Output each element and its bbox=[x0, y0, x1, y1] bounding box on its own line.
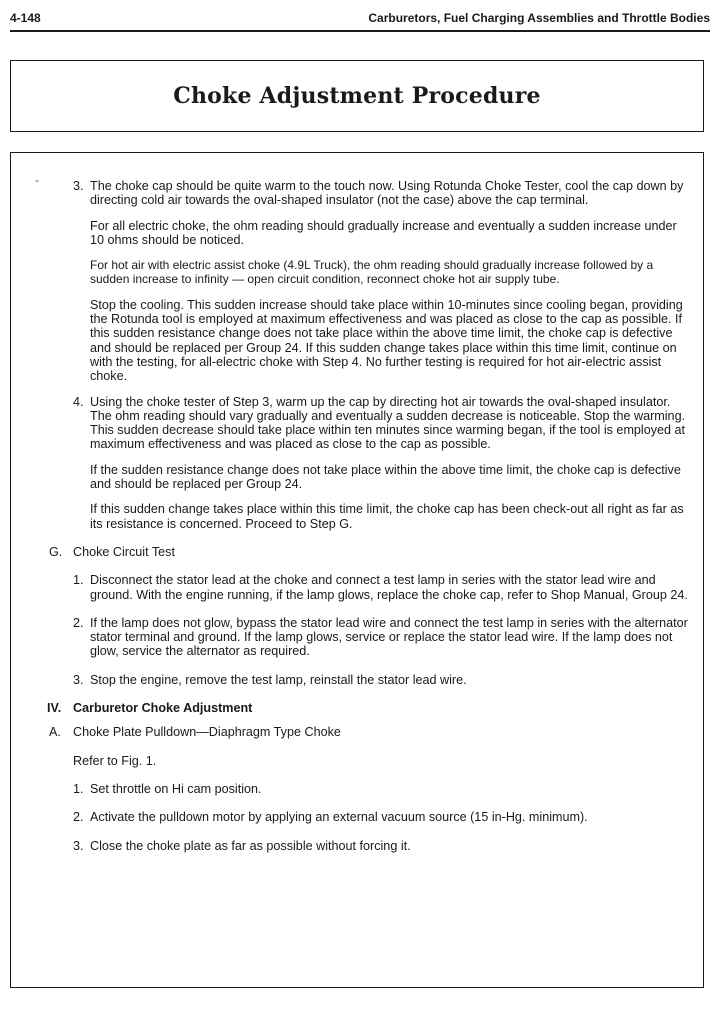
paragraph: Stop the engine, remove the test lamp, reinstall the stator lead wire. bbox=[90, 672, 467, 687]
refer-text: Refer to Fig. 1. bbox=[73, 753, 157, 768]
step-number: 1. bbox=[73, 573, 84, 588]
step-number: 2. bbox=[73, 810, 84, 825]
section-a-heading bbox=[49, 725, 689, 739]
step-3 bbox=[49, 179, 689, 384]
paragraph: Activate the pulldown motor by applying an external vacuum source (15 in-Hg. minimum). bbox=[90, 810, 588, 825]
refer-note bbox=[49, 754, 689, 768]
section-heading: Carburetor Choke Adjustment bbox=[73, 701, 253, 716]
section-title: Carburetors, Fuel Charging Assemblies and Throttle Bodies bbox=[368, 11, 710, 25]
paragraph: Set throttle on Hi cam position. bbox=[90, 781, 262, 796]
step-number: 4. bbox=[73, 394, 84, 409]
paragraph: Using the choke tester of Step 3, warm up the cap by directing hot air towards the oval-shaped insulator. The ohm reading should vary gradually and eventually a sudden decrease is noticeable. Stop the warming. This sudden decrease should take place within ten minutes since warming began, if the tool is employed at maximum effectiveness and was placed as close to the cap as possible. bbox=[90, 394, 686, 452]
paragraph: If this sudden change takes place within this time limit, the choke cap has been check-out all right as far as its resistance is concerned. Proceed to Step G. bbox=[90, 502, 684, 531]
list-item bbox=[49, 616, 689, 659]
page-number: 4-148 bbox=[10, 11, 41, 25]
paragraph: Stop the cooling. This sudden increase should take place within 10-minutes since cooling began, providing the Rotunda tool is employed at maximum effectiveness and was placed as close to the cap as possible. If this sudden resistance change does not take place within the above time limit, the choke cap is defective and should be replaced per Group 24. If this sudden change takes place within this time limit, continue on with the testing, for all-electric choke with Step 4. No further testing is required for hot air-electric assist choke. bbox=[90, 297, 683, 384]
section-heading: Choke Circuit Test bbox=[73, 544, 175, 559]
title-box bbox=[10, 60, 704, 132]
paragraph: For hot air with electric assist choke (4.9L Truck), the ohm reading should gradually increase followed by a sudden increase to infinity — open circuit condition, reconnect choke hot air supply tube. bbox=[90, 258, 654, 287]
section-label: IV. bbox=[47, 701, 62, 716]
step-number: 2. bbox=[73, 615, 84, 630]
stray-mark: - bbox=[35, 173, 39, 187]
paragraph: Disconnect the stator lead at the choke and connect a test lamp in series with the stator lead wire and ground. With the engine running, if the lamp glows, replace the choke cap, refer to Shop Manual, Group 24. bbox=[90, 573, 688, 602]
list-item bbox=[49, 810, 689, 824]
list-item bbox=[49, 782, 689, 796]
paragraph: Close the choke plate as far as possible without forcing it. bbox=[90, 838, 411, 853]
section-heading: Choke Plate Pulldown—Diaphragm Type Choke bbox=[73, 725, 341, 740]
section-label: A. bbox=[49, 725, 61, 740]
step-number: 1. bbox=[73, 781, 84, 796]
step-number: 3. bbox=[73, 179, 84, 193]
section-iv-heading bbox=[49, 701, 689, 715]
content-box bbox=[10, 152, 704, 988]
step-number: 3. bbox=[73, 838, 84, 853]
section-g-heading bbox=[49, 545, 689, 559]
page-title: Choke Adjustment Procedure bbox=[173, 83, 541, 109]
list-item bbox=[49, 573, 689, 602]
paragraph: If the lamp does not glow, bypass the stator lead wire and connect the test lamp in series with the alternator stator terminal and ground. If the lamp glows, service or replace the stator lead wire. If the lamp does not glow, service the alternator as required. bbox=[90, 615, 688, 659]
list-item bbox=[49, 839, 689, 853]
step-number: 3. bbox=[73, 672, 84, 687]
list-item bbox=[49, 673, 689, 687]
step-4 bbox=[49, 395, 689, 531]
paragraph: The choke cap should be quite warm to the touch now. Using Rotunda Choke Tester, cool the cap down by directing cold air towards the oval-shaped insulator (not the case) above the cap terminal. bbox=[90, 179, 684, 208]
page-header bbox=[10, 8, 710, 32]
paragraph: For all electric choke, the ohm reading should gradually increase and eventually a sudden increase under 10 ohms should be noticed. bbox=[90, 218, 677, 247]
content-body bbox=[49, 179, 689, 853]
section-label: G. bbox=[49, 544, 63, 559]
paragraph: If the sudden resistance change does not take place within the above time limit, the choke cap is defective and should be replaced per Group 24. bbox=[90, 462, 681, 492]
